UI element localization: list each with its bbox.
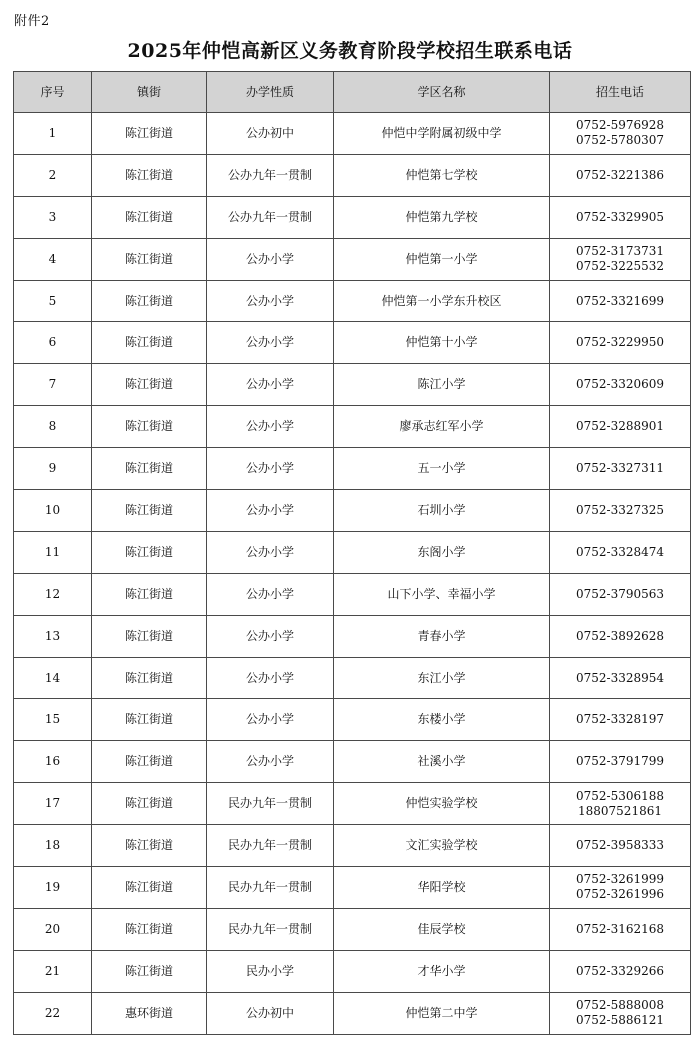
school-name-cell: 文汇实验学校: [334, 825, 550, 867]
school-name-cell: 五一小学: [334, 448, 550, 490]
town-cell: 陈江街道: [92, 322, 207, 364]
school-type-cell: 公办小学: [207, 573, 334, 615]
phone-number: 0752-3327311: [575, 461, 665, 476]
table-row: [14, 950, 691, 992]
phone-cell: [550, 741, 691, 783]
phone-cell: [550, 238, 691, 280]
row-number-cell: 18: [14, 825, 92, 867]
phone-cell: [550, 322, 691, 364]
table-row: [14, 322, 691, 364]
town-cell: 陈江街道: [92, 364, 207, 406]
phone-number: 0752-5780307: [575, 133, 665, 148]
school-name-cell: 仲恺第十小学: [334, 322, 550, 364]
phone-number: 0752-3288901: [575, 419, 665, 434]
row-number-cell: 19: [14, 867, 92, 909]
phone-cell: [550, 154, 691, 196]
school-name-cell: 石圳小学: [334, 490, 550, 532]
school-type-cell: 公办小学: [207, 322, 334, 364]
phone-cell: [550, 364, 691, 406]
school-type-cell: 民办九年一贯制: [207, 783, 334, 825]
phone-cell: [550, 867, 691, 909]
school-type-cell: 公办小学: [207, 448, 334, 490]
row-number-cell: 13: [14, 615, 92, 657]
school-name-cell: 仲恺第九学校: [334, 196, 550, 238]
table-row: [14, 406, 691, 448]
phone-cell: [550, 196, 691, 238]
town-cell: 陈江街道: [92, 950, 207, 992]
school-name-cell: 陈江小学: [334, 364, 550, 406]
town-cell: 陈江街道: [92, 280, 207, 322]
header-school: 学区名称: [334, 72, 550, 113]
town-cell: 陈江街道: [92, 196, 207, 238]
school-type-cell: 公办九年一贯制: [207, 154, 334, 196]
school-name-cell: 仲恺第七学校: [334, 154, 550, 196]
row-number-cell: 16: [14, 741, 92, 783]
school-name-cell: 山下小学、幸福小学: [334, 573, 550, 615]
row-number-cell: 20: [14, 908, 92, 950]
school-type-cell: 公办小学: [207, 699, 334, 741]
row-number-cell: 11: [14, 531, 92, 573]
school-name-cell: 仲恺中学附属初级中学: [334, 113, 550, 155]
row-number-cell: 10: [14, 490, 92, 532]
row-number-cell: 7: [14, 364, 92, 406]
phone-cell: [550, 699, 691, 741]
row-number-cell: 6: [14, 322, 92, 364]
table-row: [14, 908, 691, 950]
table-row: [14, 448, 691, 490]
table-row: [14, 741, 691, 783]
town-cell: 陈江街道: [92, 406, 207, 448]
school-type-cell: 公办小学: [207, 280, 334, 322]
phone-cell: [550, 406, 691, 448]
phone-number: 0752-3225532: [575, 259, 665, 274]
phone-number: 0752-3958333: [575, 838, 665, 853]
table-row: [14, 573, 691, 615]
school-type-cell: 公办小学: [207, 490, 334, 532]
school-name-cell: 廖承志红军小学: [334, 406, 550, 448]
school-type-cell: 民办九年一贯制: [207, 867, 334, 909]
table-body: [14, 113, 691, 1035]
row-number-cell: 3: [14, 196, 92, 238]
town-cell: 陈江街道: [92, 741, 207, 783]
table-row: [14, 531, 691, 573]
phone-cell: [550, 783, 691, 825]
school-type-cell: 公办小学: [207, 615, 334, 657]
phone-cell: [550, 657, 691, 699]
phone-cell: [550, 992, 691, 1034]
phone-number: 0752-3221386: [575, 167, 665, 182]
phone-number: 0752-3173731: [575, 244, 665, 259]
row-number-cell: 17: [14, 783, 92, 825]
town-cell: 陈江街道: [92, 699, 207, 741]
row-number-cell: 5: [14, 280, 92, 322]
phone-number: 0752-3328197: [575, 712, 665, 727]
phone-number: 0752-5976928: [575, 118, 665, 133]
town-cell: 陈江街道: [92, 867, 207, 909]
school-type-cell: 民办小学: [207, 950, 334, 992]
town-cell: 陈江街道: [92, 154, 207, 196]
school-name-cell: 佳辰学校: [334, 908, 550, 950]
phone-number: 0752-3329266: [575, 963, 665, 978]
school-type-cell: 公办初中: [207, 992, 334, 1034]
row-number-cell: 21: [14, 950, 92, 992]
school-name-cell: 社溪小学: [334, 741, 550, 783]
school-name-cell: 东江小学: [334, 657, 550, 699]
page-title: 2025年仲恺高新区义务教育阶段学校招生联系电话: [127, 40, 573, 62]
phone-number: 0752-3261996: [575, 887, 665, 902]
phone-cell: [550, 615, 691, 657]
town-cell: 陈江街道: [92, 825, 207, 867]
phone-cell: [550, 573, 691, 615]
phone-number: 0752-3328954: [575, 670, 665, 685]
table-row: [14, 615, 691, 657]
table-row: [14, 364, 691, 406]
row-number-cell: 22: [14, 992, 92, 1034]
table-row: [14, 825, 691, 867]
school-name-cell: 仲恺实验学校: [334, 783, 550, 825]
table-row: [14, 196, 691, 238]
header-phone: 招生电话: [550, 72, 691, 113]
phone-number: 0752-5886121: [575, 1013, 665, 1028]
table-row: [14, 783, 691, 825]
town-cell: 陈江街道: [92, 908, 207, 950]
table-header-row: [14, 72, 691, 113]
phone-number: 0752-3892628: [575, 628, 665, 643]
header-no: 序号: [14, 72, 92, 113]
town-cell: 陈江街道: [92, 783, 207, 825]
town-cell: 陈江街道: [92, 490, 207, 532]
phone-number: 18807521861: [578, 803, 662, 818]
town-cell: 惠环街道: [92, 992, 207, 1034]
school-type-cell: 公办小学: [207, 741, 334, 783]
table-row: [14, 867, 691, 909]
town-cell: 陈江街道: [92, 531, 207, 573]
school-name-cell: 仲恺第二中学: [334, 992, 550, 1034]
school-name-cell: 才华小学: [334, 950, 550, 992]
school-type-cell: 公办小学: [207, 238, 334, 280]
phone-number: 0752-3327325: [575, 502, 665, 517]
school-name-cell: 仲恺第一小学东升校区: [334, 280, 550, 322]
school-type-cell: 公办小学: [207, 364, 334, 406]
phone-number: 0752-3329905: [575, 209, 665, 224]
school-name-cell: 东楼小学: [334, 699, 550, 741]
school-type-cell: 公办初中: [207, 113, 334, 155]
header-type: 办学性质: [207, 72, 334, 113]
school-name-cell: 仲恺第一小学: [334, 238, 550, 280]
town-cell: 陈江街道: [92, 238, 207, 280]
row-number-cell: 4: [14, 238, 92, 280]
phone-number: 0752-3320609: [575, 377, 665, 392]
phone-number: 0752-3328474: [575, 544, 665, 559]
row-number-cell: 12: [14, 573, 92, 615]
school-type-cell: 公办小学: [207, 406, 334, 448]
phone-cell: [550, 113, 691, 155]
phone-number: 0752-3321699: [575, 293, 665, 308]
row-number-cell: 1: [14, 113, 92, 155]
table-row: [14, 238, 691, 280]
phone-number: 0752-5306188: [575, 788, 665, 803]
table-row: [14, 154, 691, 196]
row-number-cell: 2: [14, 154, 92, 196]
town-cell: 陈江街道: [92, 657, 207, 699]
phone-number: 0752-3162168: [575, 921, 665, 936]
town-cell: 陈江街道: [92, 573, 207, 615]
school-name-cell: 东阁小学: [334, 531, 550, 573]
table-row: [14, 280, 691, 322]
phone-number: 0752-3790563: [575, 586, 665, 601]
row-number-cell: 15: [14, 699, 92, 741]
attachment-label: 附件2: [14, 14, 50, 29]
town-cell: 陈江街道: [92, 448, 207, 490]
school-type-cell: 公办小学: [207, 657, 334, 699]
row-number-cell: 14: [14, 657, 92, 699]
phone-number: 0752-3791799: [575, 754, 665, 769]
school-type-cell: 公办小学: [207, 531, 334, 573]
town-cell: 陈江街道: [92, 615, 207, 657]
school-type-cell: 民办九年一贯制: [207, 908, 334, 950]
school-type-cell: 公办九年一贯制: [207, 196, 334, 238]
school-name-cell: 华阳学校: [334, 867, 550, 909]
phone-cell: [550, 531, 691, 573]
table-row: [14, 113, 691, 155]
phone-cell: [550, 950, 691, 992]
phone-number: 0752-5888008: [575, 998, 665, 1013]
school-type-cell: 民办九年一贯制: [207, 825, 334, 867]
phone-cell: [550, 490, 691, 532]
phone-number: 0752-3261999: [575, 872, 665, 887]
phone-cell: [550, 825, 691, 867]
table-row: [14, 992, 691, 1034]
phone-cell: [550, 280, 691, 322]
table-row: [14, 490, 691, 532]
phone-cell: [550, 448, 691, 490]
header-town: 镇街: [92, 72, 207, 113]
town-cell: 陈江街道: [92, 113, 207, 155]
row-number-cell: 9: [14, 448, 92, 490]
table-row: [14, 699, 691, 741]
phone-number: 0752-3229950: [575, 335, 665, 350]
row-number-cell: 8: [14, 406, 92, 448]
phone-cell: [550, 908, 691, 950]
contact-table: [13, 71, 691, 1035]
school-name-cell: 青春小学: [334, 615, 550, 657]
table-row: [14, 657, 691, 699]
